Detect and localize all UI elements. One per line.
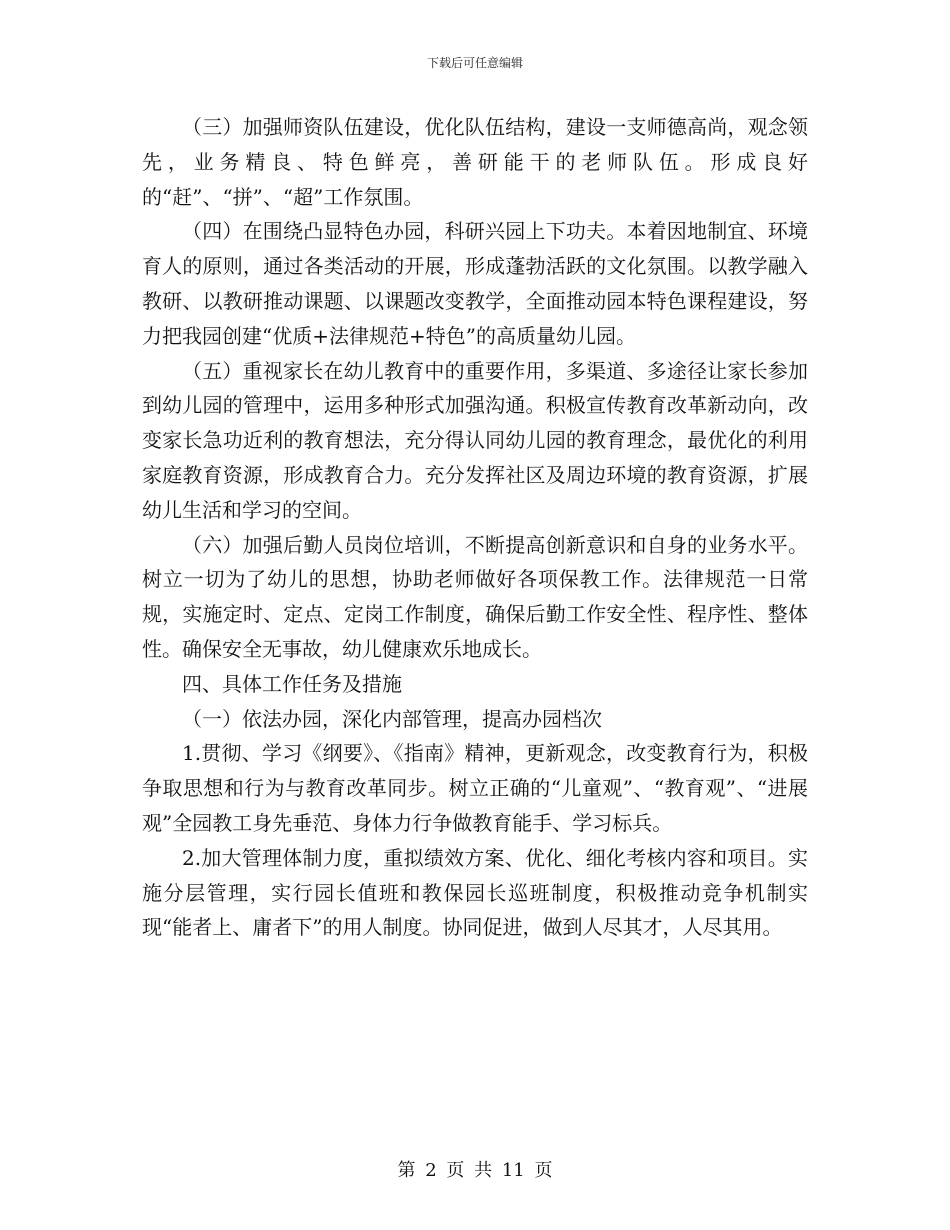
paragraph-section-3: （三）加强师资队伍建设，优化队伍结构，建设一支师德高尚，观念领先，业务精良、特色鲜亮，善研能干的老师队伍。形成良好的“赶”、“拼”、“超”工作氛围。	[142, 115, 808, 209]
document-body	[142, 110, 808, 945]
page-number: 第 2 页 共 11 页	[397, 1160, 553, 1181]
section-heading-4: 四、具体工作任务及措施	[182, 671, 402, 696]
paragraph-section-6: （六）加强后勤人员岗位培训，不断提高创新意识和自身的业务水平。树立一切为了幼儿的思想，协助老师做好各项保教工作。法律规范一日常规，实施定时、定点、定岗工作制度，确保后勤工作安全性、程序性、整体性。确保安全无事故，幼儿健康欢乐地成长。	[142, 532, 808, 661]
page-header: 下载后可任意编辑	[426, 56, 523, 70]
subsection-heading-1: （一）依法办园，深化内部管理，提高办园档次	[182, 706, 602, 731]
paragraph-item-1: 1.贯彻、学习《纲要》、《指南》精神，更新观念，改变教育行为，积极争取思想和行为与教育改革同步。树立正确的“儿童观”、“教育观”、“进展观”全园教工身先垂范、身体力行争做教育能手、学习标兵。	[142, 741, 808, 835]
paragraph-section-4: （四）在围绕凸显特色办园，科研兴园上下功夫。本着因地制宜、环境育人的原则，通过各类活动的开展，形成蓬勃活跃的文化氛围。以教学融入教研、以教研推动课题、以课题改变教学，全面推动园本特色课程建设，努力把我园创建“优质+法律规范+特色”的高质量幼儿园。	[142, 219, 808, 348]
paragraph-item-2: 2.加大管理体制力度，重拟绩效方案、优化、细化考核内容和项目。实施分层管理，实行园长值班和教保园长巡班制度，积极推动竞争机制实现“能者上、庸者下”的用人制度。协同促进，做到人尽其才，人尽其用。	[142, 845, 808, 940]
paragraph-section-5: （五）重视家长在幼儿教育中的重要作用，多渠道、多途径让家长参加到幼儿园的管理中，运用多种形式加强沟通。积极宣传教育改革新动向，改变家长急功近利的教育想法，充分得认同幼儿园的教育理念，最优化的利用家庭教育资源，形成教育合力。充分发挥社区及周边环境的教育资源，扩展幼儿生活和学习的空间。	[142, 358, 808, 522]
